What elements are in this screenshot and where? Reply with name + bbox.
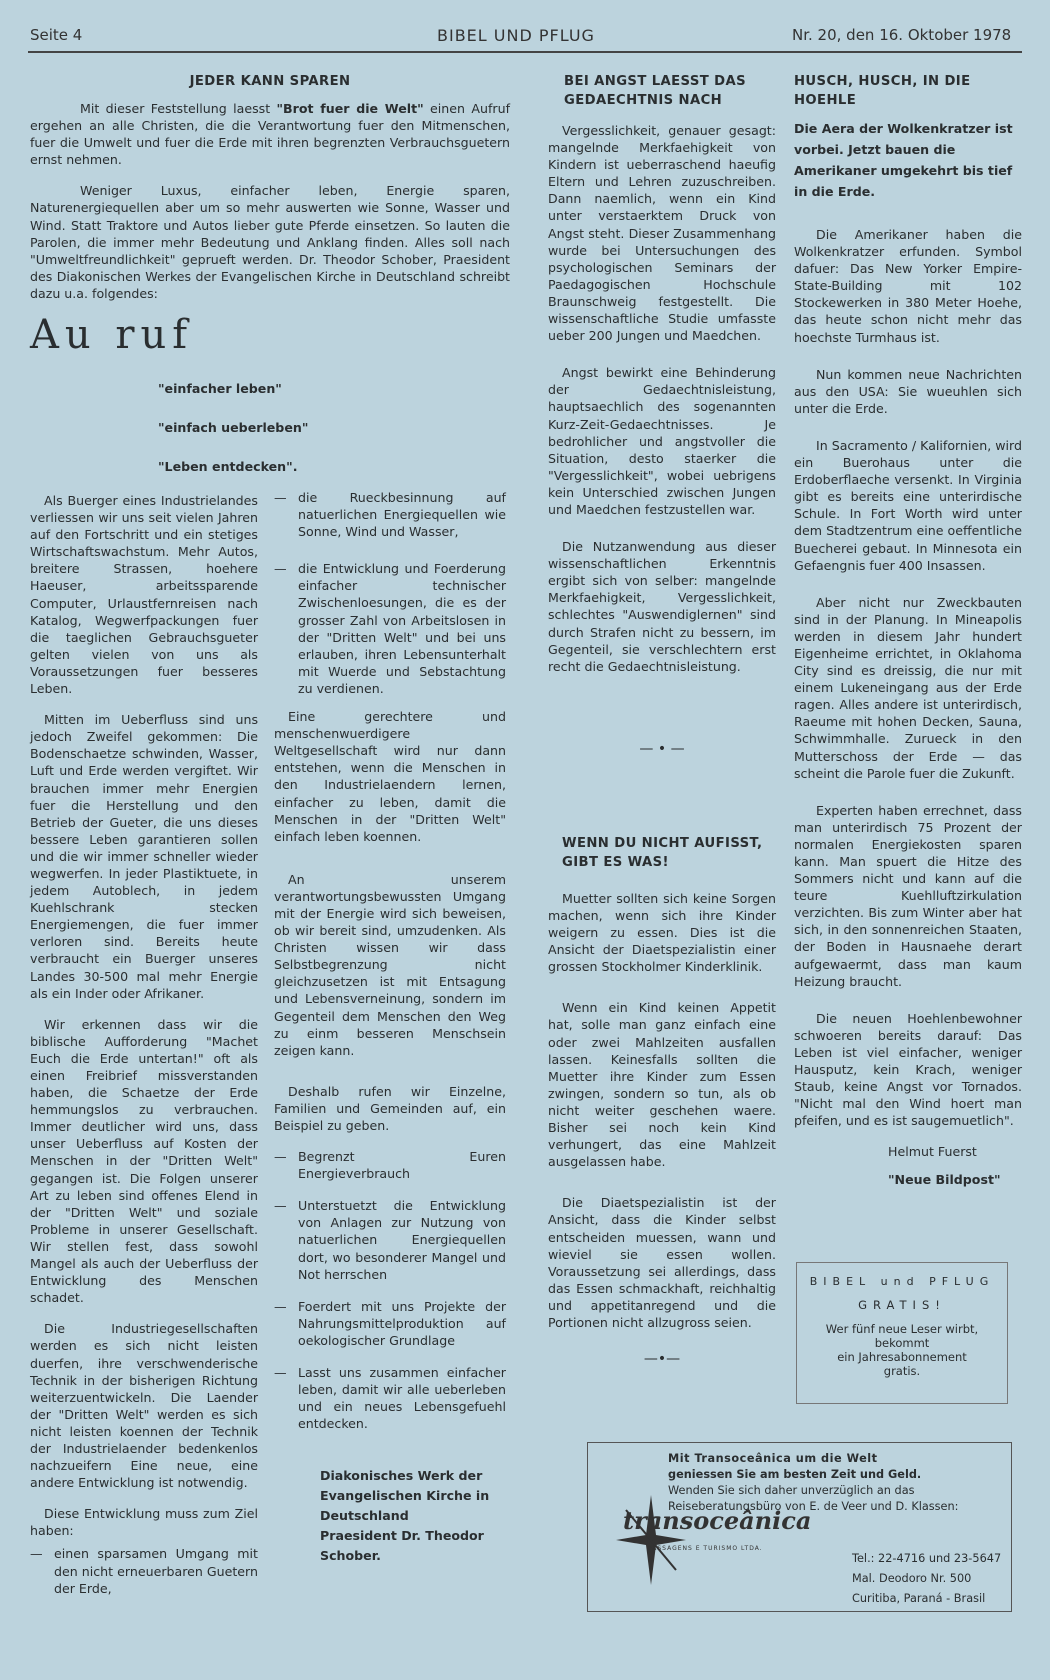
paragraph: Eine gerechtere und menschenwuerdigere Weltgesellschaft wird nur dann entstehen, wenn die Menschen in den Industrielaendern lernen, einfacher zu leben, damit die Menschen in der "Dritten Welt" einfach leben koennen. <box>274 709 506 844</box>
ad-city: Curitiba, Paraná - Brasil <box>852 1592 986 1605</box>
travel-advertisement <box>587 1442 1012 1612</box>
separator: —•— <box>643 1351 681 1368</box>
bullet-item: — die Rueckbesinnung auf natuerlichen Energiequellen wie Sonne, Wind und Wasser, <box>274 490 506 540</box>
gratis-box-line: gratis. <box>883 1364 921 1378</box>
paragraph: Die neuen Hoehlenbewohner schwoeren bereits darauf: Das Leben ist viel einfacher, weniger Hausputz, kein Krach, weniger Staub, keine Angst vor Tornados. "Nicht mal den Wind hoert man pfeifen, und es ist saugemuetlich". <box>794 1010 1022 1129</box>
bullet-item: — Lasst uns zusammen einfacher leben, damit wir alle ueberleben und ein neues Lebensgefuehl entdecken. <box>274 1365 506 1432</box>
ad-line-2: geniessen Sie am besten Zeit und Geld. <box>668 1468 922 1481</box>
paragraph: Mitten im Ueberfluss sind uns jedoch Zweifel gekommen: Die Bodenschaetze schwinden, Wasser, Luft und Erde werden vergiftet. Wir brauchen immer mehr Energien fuer die Herstellung und den Betrieb der Gueter, die uns dieses bessere Leben garantieren sollen und die wir immer schneller wieder wegwerfen. In jeder Plastiktuete, in jedem Autoblech, in jedem Kuehlschrank stecken Energiemengen, die fuer immer verloren sind. Bereits heute verbraucht ein Buerger unseres Landes 30-500 mal mehr Energie als ein Inder oder Afrikaner. <box>30 712 258 1001</box>
ad-address: Mal. Deodoro Nr. 500 <box>852 1572 972 1585</box>
issue-date: Nr. 20, den 16. Oktober 1978 <box>792 26 1012 44</box>
aufruf-title: Au ruf <box>30 312 194 359</box>
paragraph: Diese Entwicklung muss zum Ziel haben: <box>30 1506 258 1539</box>
article-intro <box>30 100 510 374</box>
signature-block: Diakonisches Werk der Evangelischen Kirche in Deutschland Praesident Dr. Theodor Schober. <box>320 1468 490 1564</box>
paragraph: Aber nicht nur Zweckbauten sind in der Planung. In Mineapolis werden in diesem Jahr hundert Eigenheime errichtet, in Oklahoma City sind es dreissig, die nur mit einem Lukeneingang aus der Erde ragen. Alles andere ist unterirdisch, Raeume mit hohen Decken, Sauna, Schwimmhalle. Zurueck in den Mutterschoss der Erde — das scheint die Parole fuer die Zukunft. <box>794 594 1022 781</box>
ad-telephone: Tel.: 22-4716 und 23-5647 <box>852 1552 1002 1565</box>
gratis-box-line: bekommt <box>874 1336 930 1350</box>
transoceanica-logo: transoceânica <box>623 1506 812 1535</box>
paragraph: Wir erkennen dass wir die biblische Aufforderung "Machet Euch die Erde untertan!" oft als einen Freibrief missverstanden haben, die Schaetze der Erde hemmungslos zu verbrauchen. Immer deutlicher wird uns, dass unser Ueberfluss auf Kosten der Menschen in der "Dritten Welt" gegangen ist. Die Folgen unserer Art zu leben sind offenes Elend in der "Dritten Welt" und soziale Probleme in unserer Gesellschaft. Wir stellen fest, dass sowohl Mangel als auch der Ueberfluss der Entwicklung des Menschen schadet. <box>30 1016 258 1306</box>
paragraph: Die Diaetspezialistin ist der Ansicht, dass die Kinder selbst entscheiden muessen, wann und wieviel sie essen wollen. Voraussetzung sei allerdings, dass das Essen schmackhaft, reichhaltig und appetitanregend und die Portionen nicht allzugross seien. <box>548 1195 776 1330</box>
column-1 <box>30 72 351 99</box>
paragraph: Experten haben errechnet, dass man unterirdisch 75 Prozent der normalen Energiekosten sparen kann. Man spuert die Hitze des Sommers nicht und kann auf die teure Kuehlluftzirkulation verzichten. Bis zum Winter aber hat sich, in den sonnenreichen Staaten, der Boden in Hausnaehe derart aufgewaermt, dass man kaum Heizung braucht. <box>794 802 1022 989</box>
paragraph: Die Industriegesellschaften werden es sich nicht leisten duerfen, ihre verschwenderische Technik in der bisherigen Richtung weiterzuentwickeln. Die Laender der "Dritten Welt" werden es sich nicht leisten koennen der Technik der Industrielaender bedenkenlos nachzueifern Eine neue, eine andere Entwicklung ist notwendig. <box>30 1321 258 1491</box>
bullet-item: — einen sparsamen Umgang mit den nicht erneuerbaren Guetern der Erde, <box>30 1546 258 1596</box>
motto-block <box>30 380 510 497</box>
author-name: Helmut Fuerst <box>888 1144 977 1160</box>
newspaper-title: BIBEL UND PFLUG <box>437 26 595 45</box>
ad-line-1: Mit Transoceânica um die Welt <box>668 1452 878 1465</box>
gratis-box-line: ein Jahresabonnement <box>837 1350 967 1364</box>
paragraph: In Sacramento / Kalifornien, wird ein Buerohaus unter die Erdoberflaeche versenkt. In Virginia gibt es bereits eine unterirdische Schule. In Fort Worth wird unter dem Stadtzentrum eine oeffentliche Buecherei gebaut. In Minnesota ein Gefaengnis fuer 400 Insassen. <box>794 437 1022 573</box>
ad-line-3: Wenden Sie sich daher unverzüglich an das <box>668 1484 915 1497</box>
article-heading-jeder-kann-sparen: JEDER KANN SPAREN <box>189 74 351 89</box>
motto-2: "einfach ueberleben" <box>158 420 309 436</box>
intro-paragraph-2: Weniger Luxus, einfacher leben, Energie sparen, Naturenergiequellen aber um so mehr auswerten wie Sonne, Wasser und Wind. Statt Traktore und Autos lieber gute Pferde einsetzen. So lauten die Parolen, die immer mehr Bedeutung und Anklang finden. Alles soll nach "Umweltfreundlichkeit" geprueft werden. Dr. Theodor Schober, Praesident des Diakonischen Werkes der Evangelischen Kirche in Deutschland schreibt dazu u.a. folgendes: <box>30 183 510 301</box>
source-name: "Neue Bildpost" <box>888 1171 1001 1187</box>
transoceanica-tagline: PASSAGENS E TURISMO LTDA. <box>648 1545 763 1552</box>
paragraph: Als Buerger eines Industrielandes verliessen wir uns seit vielen Jahren auf den Fortschritt und ein stetiges Wirtschaftswachstum. Mehr Autos, breitere Strassen, hoehere Haeuser, arbeitssparende Computer, Urlaustfernreisen nach Katalog, Wegwerfpackungen fuer die taeglichen Gebrauchsgueter gelten vielen von uns als Voraussetzungen fuer besseres Leben. <box>30 493 258 697</box>
bullet-item: — Foerdert mit uns Projekte der Nahrungsmittelproduktion auf oekologischer Grundlage <box>274 1298 506 1348</box>
column-3 <box>548 72 776 1368</box>
paragraph: An unserem verantwortungsbewussten Umgang mit der Energie wird sich beweisen, ob wir bereit sind, umzudenken. Als Christen wissen wir dass Selbstbegrenzung nicht gleichzusetzen ist mit Entsagung und Lebensverneinung, sondern im Gegenteil dem Menschen den Weg zu einm besseren Menschsein zeigen kann. <box>274 871 506 1058</box>
paragraph: Angst bewirkt eine Behinderung der Gedaechtnisleistung, hauptsaechlich des sogenannten Kurz-Zeit-Gedaechtnisses. Je bedrohlicher und angstvoller die Situation, desto staerker die "Vergesslichkeit", wobei uebrigens kein Unterschied zwischen Jungen und Maedchen festzustellen war. <box>548 365 776 517</box>
paragraph: Muetter sollten sich keine Sorgen machen, wenn sich ihre Kinder weigern zu essen. Dies ist die Ansicht der Diaetspezialistin einer grossen Stockholmer Kinderklinik. <box>548 890 776 975</box>
lead-paragraph: Die Aera der Wolkenkratzer ist vorbei. Jetzt bauen die Amerikaner umgekehrt bis tief in die Erde. <box>794 121 1013 199</box>
bullet-item: — die Entwicklung und Foerderung einfacher technischer Zwischenloesungen, die es der grosser Zahl von Arbeitslosen in der "Dritten Welt" und bei uns erlauben, ihren Lebensunterhalt mit Wuerde und Sebstachtung zu verdienen. <box>274 561 506 696</box>
gratis-box-line: Wer fünf neue Leser wirbt, <box>825 1322 979 1336</box>
separator: — • — <box>639 740 685 757</box>
column-1-body <box>30 492 258 1612</box>
paragraph: Die Amerikaner haben die Wolkenkratzer erfunden. Symbol dafuer: Das New Yorker Empire-State-Building mit 102 Stockewerken in 380 Meter Hoehe, das heute schon nicht mehr das hoechste Turmhaus ist. <box>794 227 1022 345</box>
motto-1: "einfacher leben" <box>158 381 282 396</box>
header-rule <box>28 51 1022 53</box>
page-number: Seite 4 <box>30 26 83 44</box>
bullet-item: — Begrenzt Euren Energieverbrauch <box>274 1149 506 1182</box>
motto-3: "Leben entdecken". <box>158 459 298 475</box>
gratis-box-title: BIBEL und PFLUG <box>809 1275 995 1288</box>
gratis-box-gratis: GRATIS! <box>858 1298 946 1312</box>
column-4 <box>794 72 1022 1188</box>
column-2 <box>274 489 506 1566</box>
intro-paragraph-1: Mit dieser Feststellung laesst "Brot fuer die Welt" einen Aufruf ergehen an alle Christen, die die Verantwortung fuer den Mitmenschen, fuer die Umwelt und fuer die Erde mit ihren begrenzten Verbrauchsguetern ernst nehmen. <box>30 101 510 168</box>
ad-line-4: Reiseberatungsbüro von E. de Veer und D. Klassen: <box>668 1500 959 1513</box>
paragraph: Die Nutzanwendung aus dieser wissenschaftlichen Erkenntnis ergibt sich von selber: mangelnde Merkfaehigkeit, Vergesslichkeit, schlechtes "Auswendiglernen" sind durch Strafen nicht zu bessern, im Gegenteil, sie verschlechtern erst recht die Gedaechtnisleistung. <box>548 539 776 674</box>
gratis-box <box>796 1262 1008 1404</box>
paragraph: Vergesslichkeit, genauer gesagt: mangelnde Merkfaehigkeit von Kindern ist ueberraschend haeufig Eltern und Lehren zuzuschreiben. Dann naemlich, wenn ein Kind unter verstaerktem Druck von Angst steht. Dieser Zusammenhang wurde bei Untersuchungen des psychologischen Seminars der Paedagogischen Hochschule Braunschweig festgestellt. Die wissenschaftliche Studie umfasste ueber 200 Jungen und Maedchen. <box>548 123 776 344</box>
bullet-item: — Unterstuetzt die Entwicklung von Anlagen zur Nutzung von natuerlichen Energiequellen dort, wo besonderer Mangel und Not herrschen <box>274 1198 506 1282</box>
article-heading-aufisst: WENN DU NICHT AUFISST, GIBT ES WAS! <box>562 835 763 870</box>
paragraph: Nun kommen neue Nachrichten aus den USA: Sie wueuhlen sich unter die Erde. <box>794 366 1022 416</box>
article-heading-husch: HUSCH, HUSCH, IN DIE HOEHLE <box>794 74 971 108</box>
article-heading-angst: BEI ANGST LAESST DAS GEDAECHTNIS NACH <box>564 74 746 108</box>
paragraph: Wenn ein Kind keinen Appetit hat, solle man ganz einfach eine oder zwei Mahlzeiten ausfallen lassen. Keinesfalls sollten die Muetter ihre Kinder zum Essen zwingen, sondern so tun, als ob nicht weiter geschehen waere. Bisher sei noch kein Kind verhungert, das eine Mahlzeit ausgelassen habe. <box>548 1000 776 1170</box>
paragraph: Deshalb rufen wir Einzelne, Familien und Gemeinden auf, ein Beispiel zu geben. <box>274 1083 506 1133</box>
